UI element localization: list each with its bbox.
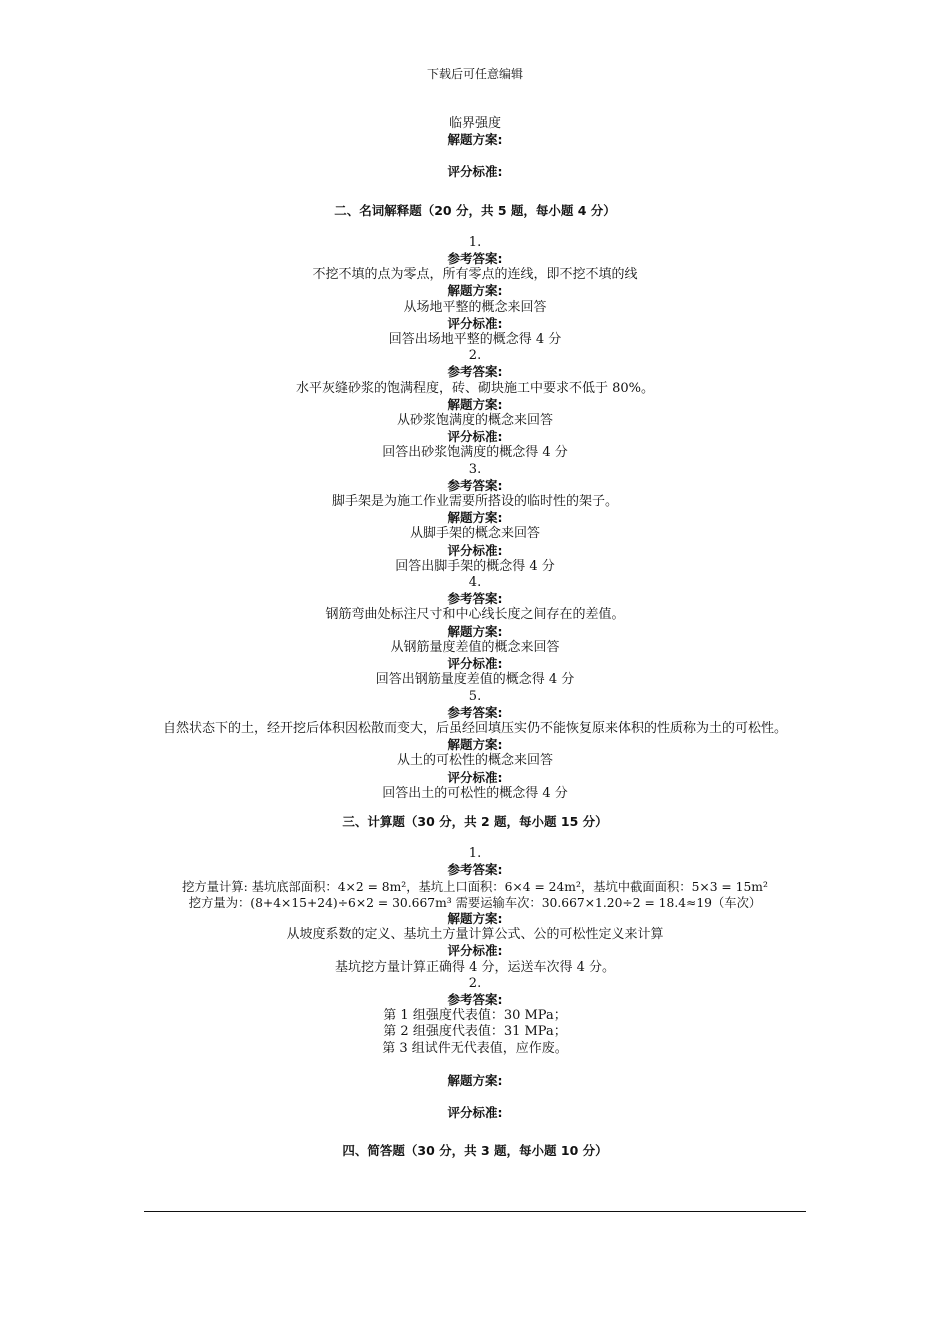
page-header-note: 下载后可任意编辑 [426,67,523,81]
question-number: 5. [468,688,482,704]
answer-text: 水平灰缝砂浆的饱满程度，砖、砌块施工中要求不低于 80%。 [295,380,655,396]
solution-label: 解题方案: [447,283,503,299]
criteria-label: 评分标准: [447,943,503,959]
solution-text: 从场地平整的概念来回答 [403,299,547,315]
criteria-text: 回答出场地平整的概念得 4 分 [388,332,562,348]
criteria-text: 回答出钢筋量度差值的概念得 4 分 [375,672,575,688]
solution-label: 解题方案: [447,623,503,639]
section-title: 四、简答题（30 分，共 3 题，每小题 10 分） [342,1143,608,1159]
answer-label: 参考答案: [447,477,503,493]
question-number: 2. [468,348,482,364]
criteria-text: 回答出砂浆饱满度的概念得 4 分 [382,445,568,461]
criteria-label: 评分标准: [447,769,503,785]
answer-label: 参考答案: [447,991,503,1007]
solution-label: 解题方案: [447,737,503,753]
criteria-text: 基坑挖方量计算正确得 4 分，运送车次得 4 分。 [334,959,616,975]
solution-text: 从砂浆饱满度的概念来回答 [396,413,553,429]
answer-label: 参考答案: [447,364,503,380]
answer-text: 钢筋弯曲处标注尺寸和中心线长度之间存在的差值。 [325,607,625,623]
solution-text: 从钢筋量度差值的概念来回答 [390,639,560,655]
answer-text: 第 1 组强度代表值：30 MPa； [383,1008,567,1024]
section-title: 三、计算题（30 分，共 2 题，每小题 15 分） [342,813,608,829]
question-block [144,689,806,802]
question-number: 1. [468,846,482,862]
answer-label: 参考答案: [447,704,503,720]
answer-text: 脚手架是为施工作业需要所搭设的临时性的架子。 [331,494,618,510]
question-block [144,976,806,1121]
solution-text: 从土的可松性的概念来回答 [396,753,553,769]
answer-label: 参考答案: [447,591,503,607]
solution-label: 解题方案: [447,910,503,926]
question-block [144,846,806,976]
criteria-label: 评分标准: [447,315,503,331]
solution-text: 从脚手架的概念来回答 [409,526,540,542]
question-number: 1. [468,234,482,250]
answer-text: 不挖不填的点为零点，所有零点的连线，即不挖不填的线 [312,267,638,283]
answer-label: 参考答案: [447,251,503,267]
question-block [144,348,806,461]
criteria-text: 回答出脚手架的概念得 4 分 [395,558,555,574]
criteria-label: 评分标准: [447,542,503,558]
question-block [144,462,806,575]
solution-label: 解题方案: [447,132,503,148]
answer-label: 参考答案: [447,862,503,878]
answer-text: 挖方量为：(8+4×15+24)÷6×2 = 30.667m³ 需要运输车次：30.667×1.20÷2 = 18.4≈19（车次） [188,895,762,910]
question-number: 4. [468,575,482,591]
answer-text: 第 3 组试件无代表值，应作废。 [382,1040,568,1056]
criteria-text: 回答出土的可松性的概念得 4 分 [382,785,568,801]
question-block [144,575,806,688]
term-title: 临界强度 [448,116,501,131]
answer-text: 挖方量计算: 基坑底部面积：4×2 = 8m²，基坑上口面积：6×4 = 24m²，基坑中截面面积：5×3 = 15m² [182,879,768,894]
solution-label: 解题方案: [447,396,503,412]
criteria-label: 评分标准: [447,164,503,180]
criteria-label: 评分标准: [447,1104,503,1120]
solution-text: 从坡度系数的定义、基坑土方量计算公式、公的可松性定义来计算 [286,927,664,943]
question-block [144,235,806,348]
solution-label: 解题方案: [447,510,503,526]
question-number: 3. [468,461,482,477]
answer-text: 自然状态下的土，经开挖后体积因松散而变大，后虽经回填压实仍不能恢复原来体积的性质称为土的可松性。 [162,720,787,736]
section-underline [144,1211,806,1212]
question-number: 2. [468,975,482,991]
document-body [144,116,806,1159]
solution-label: 解题方案: [447,1072,503,1088]
criteria-label: 评分标准: [447,656,503,672]
criteria-label: 评分标准: [447,429,503,445]
section-title: 二、名词解释题（20 分，共 5 题，每小题 4 分） [334,202,616,218]
answer-text: 第 2 组强度代表值：31 MPa； [383,1024,567,1040]
